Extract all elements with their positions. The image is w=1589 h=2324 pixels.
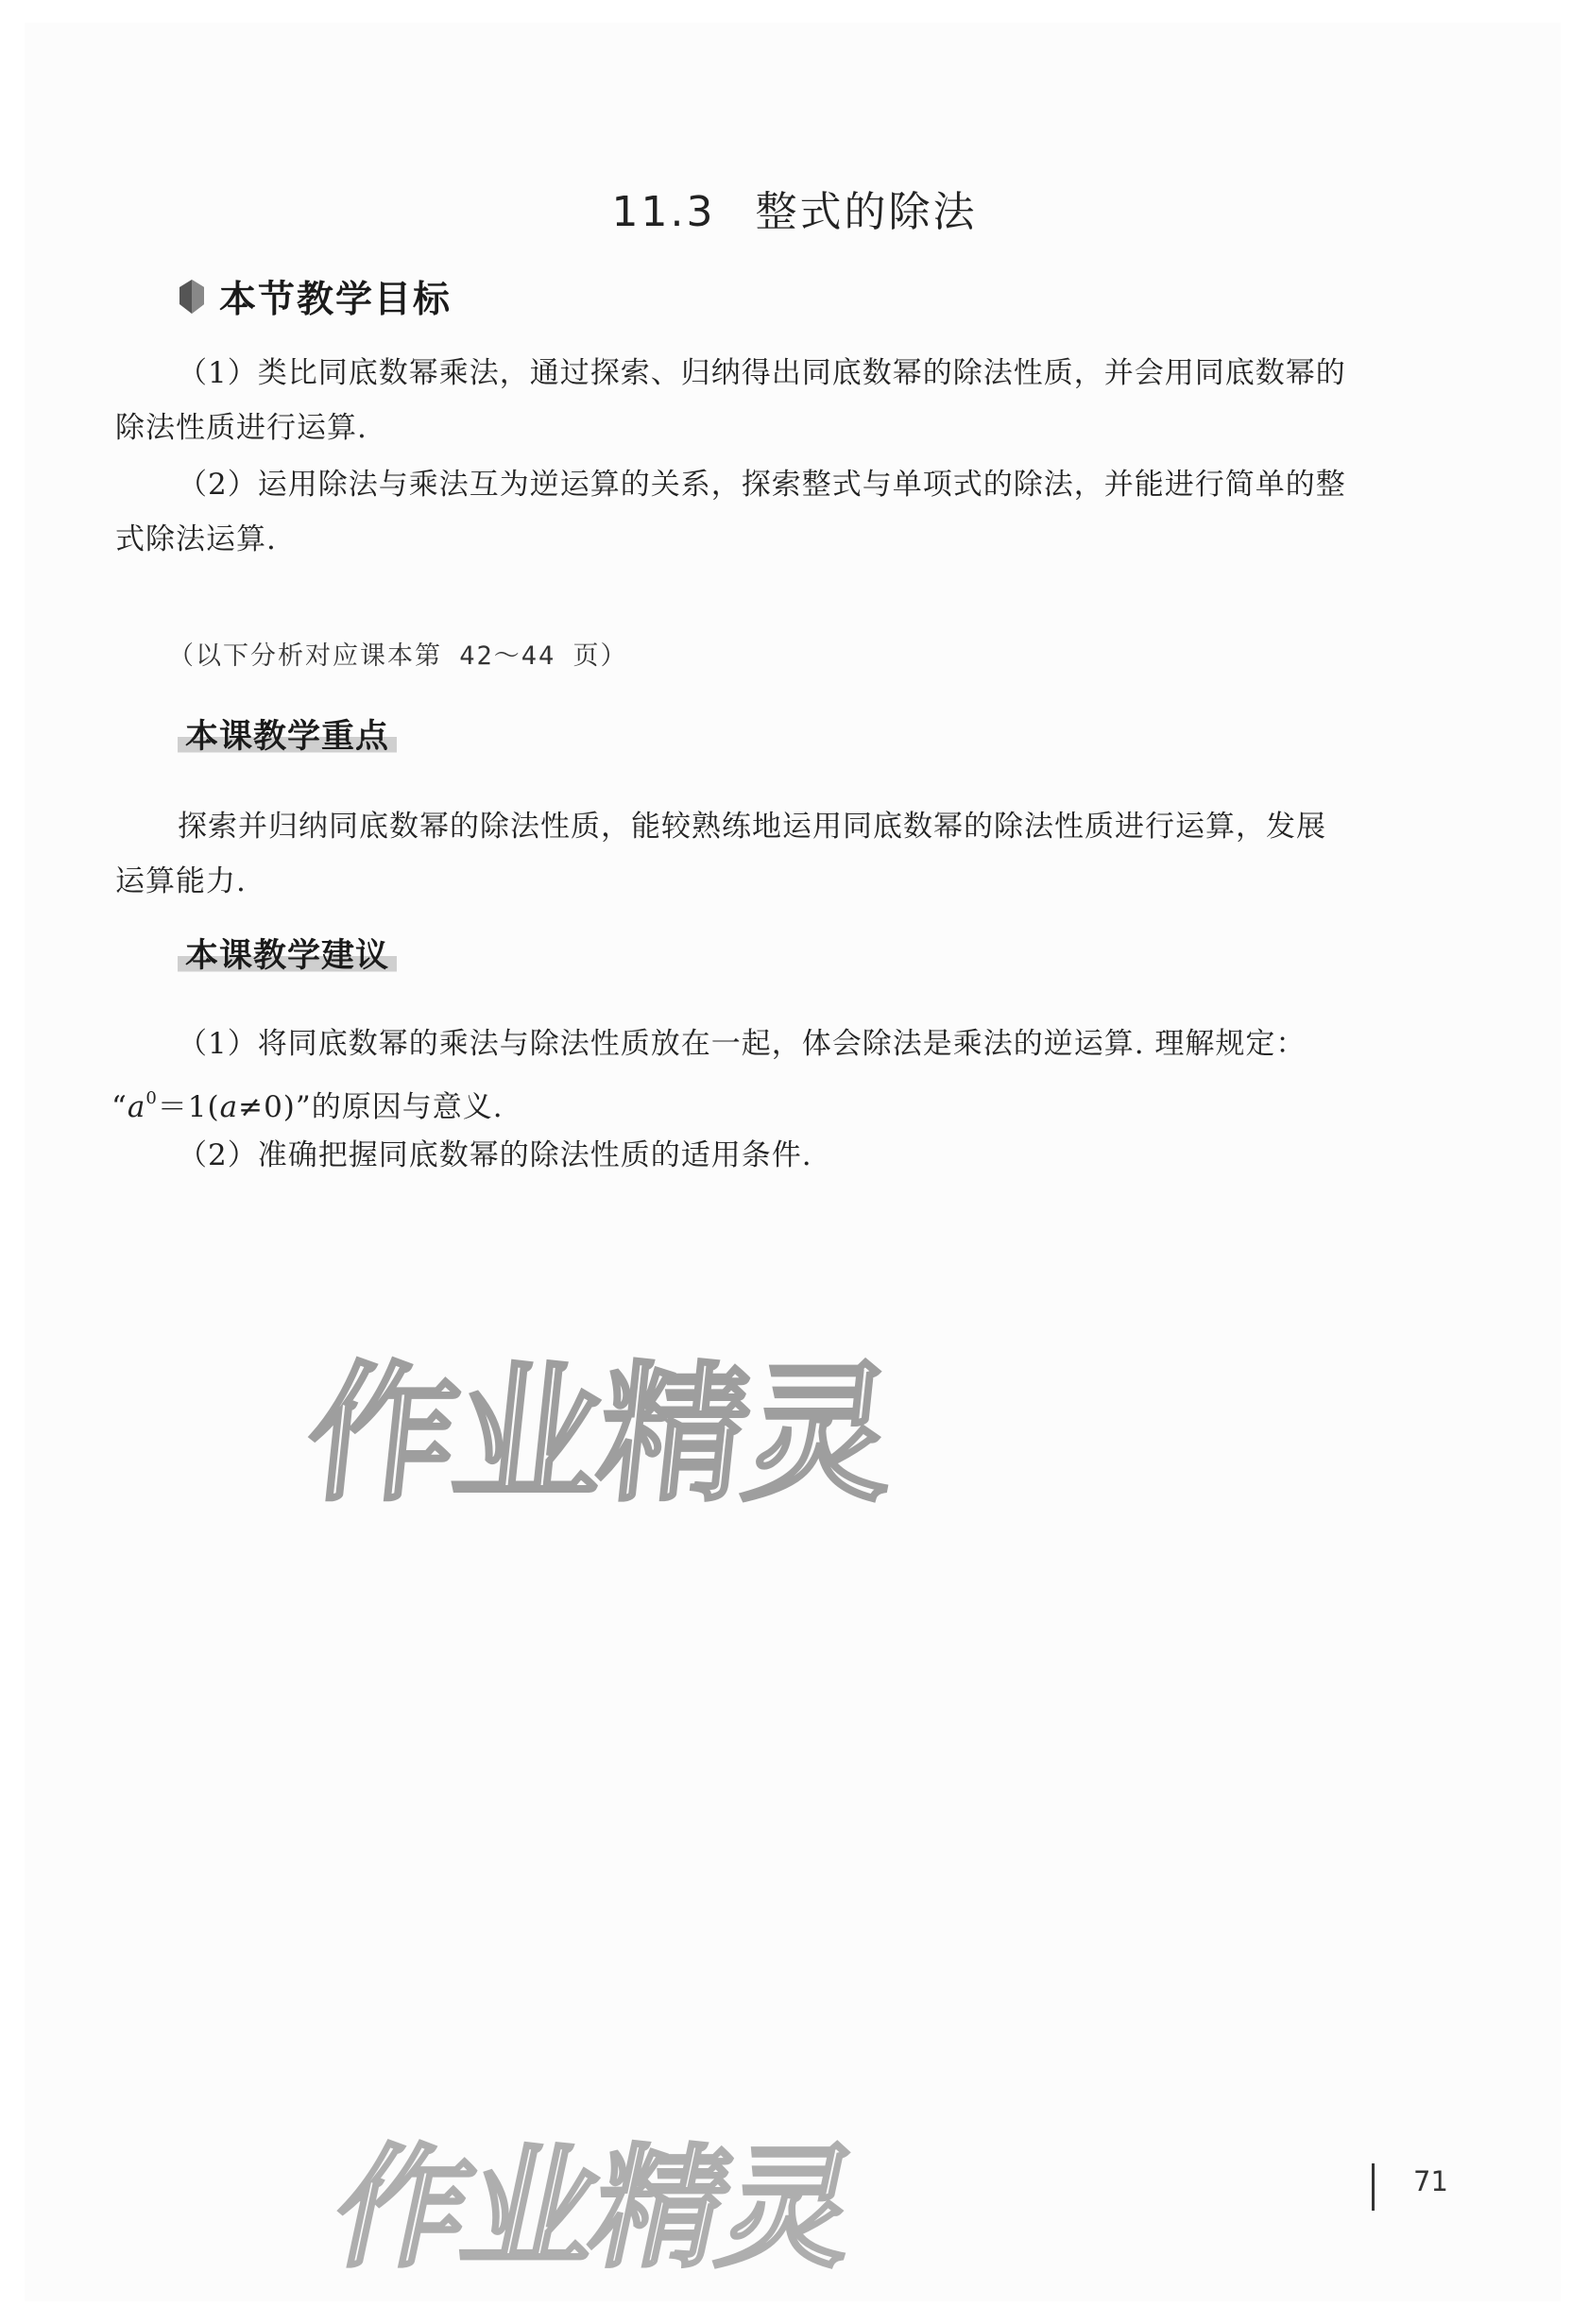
focus-line-1: 探索并归纳同底数幂的除法性质，能较熟练地运用同底数幂的除法性质进行运算，发展 [178,810,1326,844]
watermark-mid: 作业精灵 [299,1348,900,1522]
formula-open-quote: “ [111,1090,128,1124]
formula-tail: 的原因与意义. [311,1090,504,1124]
focus-heading-text: 本课教学重点 [178,716,397,756]
advice-item-2: （2）准确把握同底数幂的除法性质的适用条件. [178,1138,812,1172]
formula-exponent: 0 [145,1088,158,1108]
chapter-name: 整式的除法 [755,188,978,236]
advice-heading-text: 本课教学建议 [178,935,397,975]
goals-heading [178,268,452,325]
goal-item-1-line-1: （1）类比同底数幂乘法，通过探索、归纳得出同底数幂的除法性质，并会用同底数幂的 [178,356,1346,390]
reference-note: （以下分析对应课本第 42～44 页） [168,641,628,671]
focus-heading [178,710,397,758]
watermark-bottom: 作业精灵 [321,2132,868,2286]
chapter-number: 11.3 [611,188,716,236]
shield-bullet-icon [178,278,206,316]
formula-cond-rest: ≠0) [238,1090,296,1124]
advice-item-1-line-2 [111,1071,504,1135]
goal-item-1-line-2: 除法性质进行运算. [115,411,367,445]
advice-heading [178,930,397,977]
chapter-title [0,178,1589,238]
formula-base: a [127,1090,146,1124]
advice-item-1-line-1: （1）将同底数幂的乘法与除法性质放在一起，体会除法是乘法的逆运算. 理解规定： [178,1027,1307,1061]
focus-line-2: 运算能力. [115,864,247,898]
goals-heading-text: 本节教学目标 [219,279,453,321]
formula-close-quote: ” [295,1090,312,1124]
formula-cond-var: a [219,1090,239,1124]
page-number-divider [1372,2163,1375,2211]
page-number: 71 [1413,2165,1448,2197]
formula-equals-one: ＝1( [157,1090,220,1124]
goal-item-2-line-2: 式除法运算. [115,522,277,556]
goal-item-2-line-1: （2）运用除法与乘法互为逆运算的关系，探索整式与单项式的除法，并能进行简单的整 [178,468,1346,502]
